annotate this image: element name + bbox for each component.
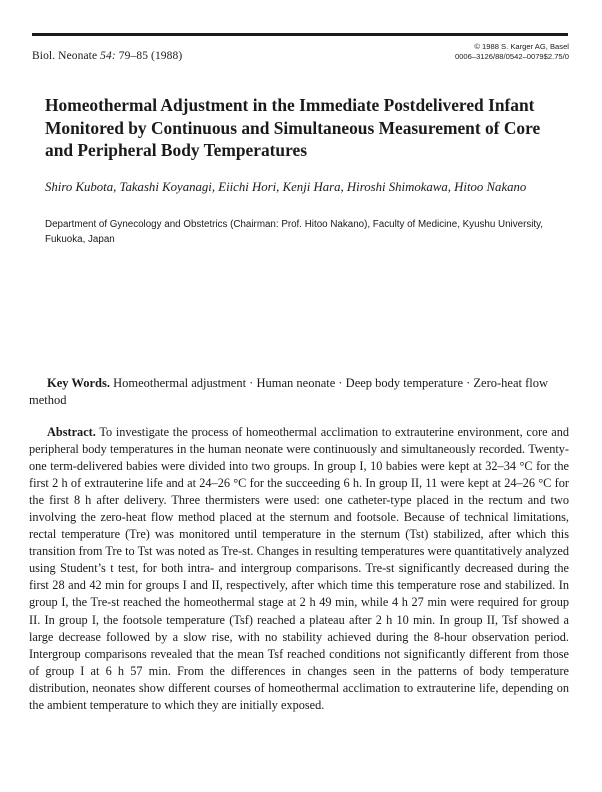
header-rule (32, 33, 568, 36)
journal-name: Biol. Neonate (32, 50, 98, 62)
copyright-line: © 1988 S. Karger AG, Basel (474, 42, 569, 51)
article-affiliation: Department of Gynecology and Obstetrics (Chairman: Prof. Hitoo Nakano), Faculty of Medicine, Kyushu University, Fukuoka, Japan (45, 219, 544, 245)
keywords-paragraph (29, 375, 569, 409)
journal-citation (32, 50, 182, 62)
copyright-block (455, 42, 569, 62)
abstract-label: Abstract. (47, 425, 96, 439)
abstract-text: To investigate the process of homeothermal acclimation to extrauterine environment, core and peripheral body temperatures in the human neonate were continuously and simultaneously recorded. Twenty-one term-delivered babies were divided into two groups. In group I, 10 babies were kept at 32–34 °C for the first 2 h of extrauterine life and at 24–26 °C for the succeeding 6 h. In group II, 11 were kept at 24–26 °C for the first 8 h after delivery. Three thermisters were used: one catheter-type placed in the rectum and two involving the zero-heat flow method placed at the sternum and footsole. Because of technical limitations, rectal temperature (Tre) was monitored until temperature in the sternum (Tst) stabilized, after which this transition from Tre to Tst was noted as Tre-st. Changes in resulting temperatures were quantitatively analyzed using Student’s t test, for both intra- and intergroup comparisons. Tre-st significantly decreased during the first 28 and 42 min for groups I and II, respectively, after which time this temperature rose and stabilized. In group I, the Tre-st reached the homeothermal stage at 2 h 49 min, while 4 h 27 min were required for group II. In group I, the footsole temperature (Tsf) reached a plateau after 2 h 10 min. In group II, Tsf showed a large decrease followed by a slow rise, with no stability achieved during the 8-hour observation period. Intergroup comparisons revealed that the mean Tsf reached conditions not significantly different from those of group I at 6 h 57 min. From the differences in changes seen in the patterns of body temperature distribution, neonates show different courses of homeothermal acclimation to extrauterine life, depending on the ambient temperature to which they are initially exposed. (29, 425, 569, 712)
issn-line: 0006–3126/88/0542–0079$2.75/0 (454, 52, 569, 61)
keywords-text: Homeothermal adjustment · Human neonate · Deep body temperature · Zero-heat flow method (29, 376, 549, 407)
abstract-paragraph (29, 424, 569, 714)
article-authors: Shiro Kubota, Takashi Koyanagi, Eiichi Hori, Kenji Hara, Hiroshi Shimokawa, Hitoo Nakano (45, 180, 527, 194)
journal-volume: 54: (100, 50, 116, 62)
keywords-label: Key Words. (47, 376, 110, 390)
article-title: Homeothermal Adjustment in the Immediate Postdelivered Infant Monitored by Continuous and Simultaneous Measurement of Core and Peripheral Body Temperatures (45, 95, 541, 160)
journal-pages: 79–85 (1988) (118, 50, 183, 62)
